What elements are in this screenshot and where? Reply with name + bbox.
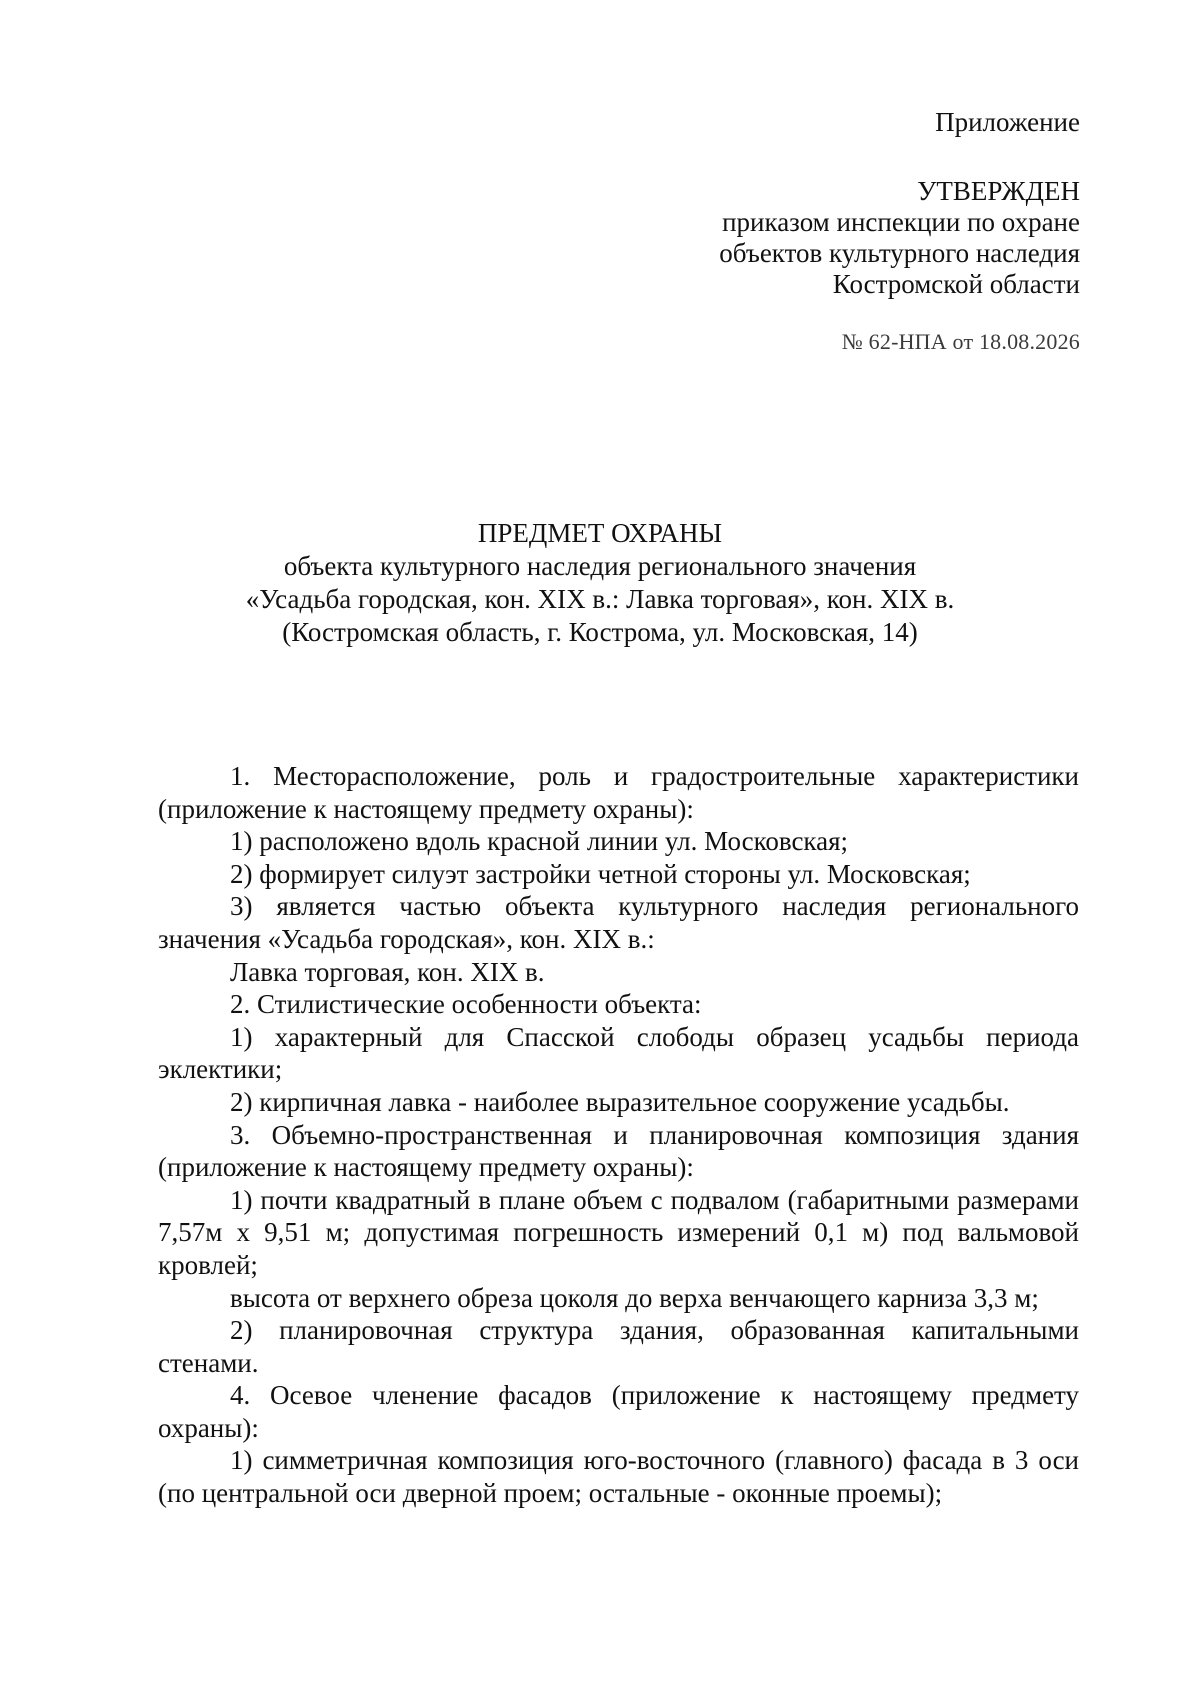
title-line-1: объекта культурного наследия регионального значения <box>283 551 917 581</box>
approved-heading: УТВЕРЖДЕН <box>917 176 1080 206</box>
document-title: ПРЕДМЕТ ОХРАНЫ <box>477 518 723 548</box>
paragraph: 1) симметричная композиция юго-восточного (главного) фасада в 3 оси (по центральной оси дверной проем; остальные - оконные проемы); <box>158 1445 1079 1509</box>
paragraph: 2) кирпичная лавка - наиболее выразительное сооружение усадьбы. <box>230 1086 1010 1117</box>
paragraph: 3) является частью объекта культурного наследия регионального значения «Усадьба городская», кон. XIX в.: <box>158 891 1079 954</box>
paragraph: 1) почти квадратный в плане объем с подвалом (габаритными размерами 7,57м х 9,51 м; допустимая погрешность измерений 0,1 м) под вальмовой кровлей; <box>158 1184 1079 1280</box>
title-line-2: «Усадьба городская, кон. XIX в.: Лавка торговая», кон. XIX в. <box>245 584 955 614</box>
paragraph: 1. Месторасположение, роль и градостроительные характеристики (приложение к настоящему предмету охраны): <box>158 761 1079 824</box>
paragraph: 2. Стилистические особенности объекта: <box>230 989 702 1020</box>
paragraph: 2) планировочная структура здания, образованная капитальными стенами. <box>158 1315 1079 1378</box>
paragraph: 4. Осевое членение фасадов (приложение к настоящему предмету охраны): <box>158 1380 1079 1443</box>
paragraph: 1) характерный для Спасской слободы образец усадьбы периода эклектики; <box>158 1021 1079 1085</box>
approved-line-3: Костромской области <box>832 269 1080 299</box>
paragraph: высота от верхнего обреза цоколя до верха венчающего карниза 3,3 м; <box>230 1282 1039 1313</box>
paragraph: Лавка торговая, кон. XIX в. <box>230 956 545 987</box>
order-number-stamp: № 62-НПА от 18.08.2026 <box>841 329 1080 354</box>
paragraph: 1) расположено вдоль красной линии ул. Московская; <box>230 826 849 857</box>
paragraph: 3. Объемно-пространственная и планировочная композиция здания (приложение к настоящему предмету охраны): <box>158 1119 1079 1183</box>
appendix-label: Приложение <box>935 107 1080 137</box>
approved-line-1: приказом инспекции по охране <box>722 207 1080 237</box>
approved-line-2: объектов культурного наследия <box>719 238 1080 268</box>
title-line-3: (Костромская область, г. Кострома, ул. Московская, 14) <box>282 617 918 647</box>
paragraph: 2) формирует силуэт застройки четной стороны ул. Московская; <box>230 858 971 889</box>
document-body <box>158 760 1079 1510</box>
